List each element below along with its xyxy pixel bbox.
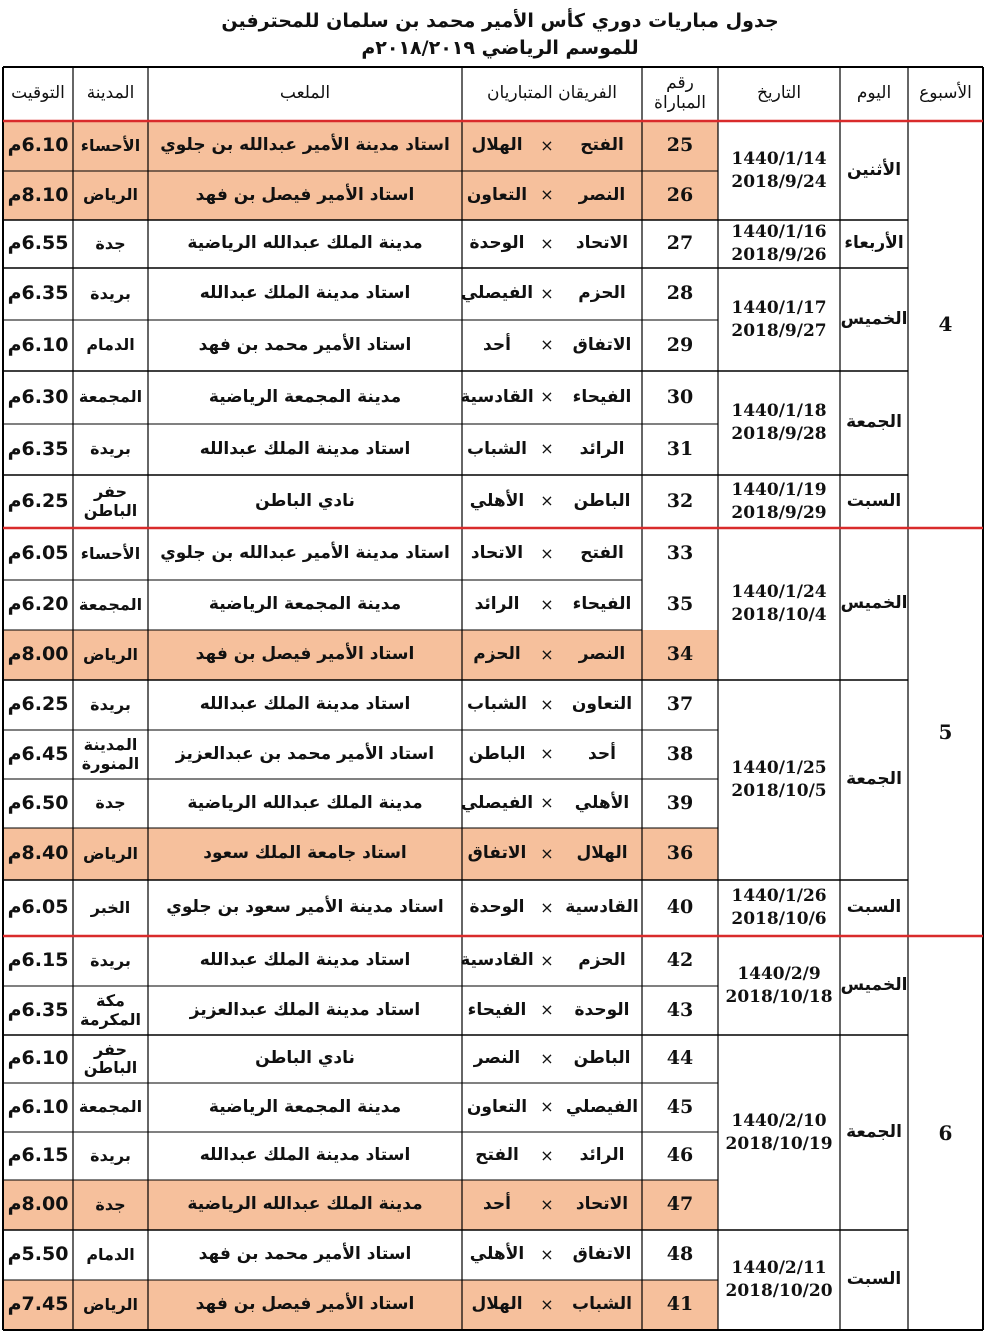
day-name: السبت: [846, 1269, 902, 1290]
kickoff-time: 6.10م: [7, 1095, 69, 1118]
header-week: الأسبوع: [919, 83, 972, 104]
city: جدة: [95, 793, 126, 813]
away-team: الهلال: [471, 1294, 523, 1315]
home-team: النصر: [578, 184, 626, 205]
vs-symbol: ×: [540, 897, 554, 917]
home-team: أحد: [588, 743, 616, 764]
stadium: استاد الأمير محمد بن عبدالعزيز: [175, 743, 435, 764]
day-name: السبت: [846, 897, 902, 918]
stadium: استاد مدينة الملك عبدالعزيز: [189, 999, 421, 1020]
day-name: الخميس: [840, 308, 908, 329]
match-number: 44: [666, 1047, 694, 1070]
hijri-date: 1440/1/18: [731, 401, 827, 422]
home-team: الفتح: [580, 135, 624, 156]
home-team: النصر: [578, 644, 626, 665]
vs-symbol: ×: [540, 1145, 554, 1165]
vs-symbol: ×: [540, 644, 554, 664]
stadium: مدينة المجمعة الرياضية: [208, 1096, 402, 1117]
day-name: الخميس: [840, 974, 908, 995]
away-team: الوحدة: [469, 233, 525, 254]
match-number: 27: [666, 232, 694, 255]
match-number: 38: [666, 742, 694, 765]
home-team: الاتحاد: [575, 233, 629, 254]
stadium: استاد جامعة الملك سعود: [203, 843, 407, 864]
day-name: الجمعة: [846, 769, 902, 790]
gregorian-date: 2018/10/5: [731, 781, 827, 801]
stadium: استاد مدينة الملك عبدالله: [199, 694, 411, 715]
gregorian-date: 2018/9/24: [731, 171, 827, 192]
vs-symbol: ×: [540, 744, 554, 764]
vs-symbol: ×: [540, 843, 554, 863]
city: الرياض: [83, 843, 138, 863]
gregorian-date: 2018/10/4: [731, 605, 827, 625]
stadium: استاد الأمير فيصل بن فهد: [195, 184, 415, 205]
kickoff-time: 8.00م: [7, 643, 69, 666]
home-team: الهلال: [576, 843, 628, 864]
away-team: الأهلي: [469, 490, 525, 511]
away-team: أحد: [483, 334, 511, 355]
home-team: الرائد: [579, 1145, 625, 1166]
city: الأحساء: [80, 543, 141, 563]
stadium: استاد مدينة الأمير عبدالله بن جلوي: [160, 543, 450, 564]
hijri-date: 1440/2/9: [737, 963, 821, 984]
kickoff-time: 6.35م: [7, 282, 69, 305]
vs-symbol: ×: [540, 185, 554, 205]
page-title: جدول مباريات دوري كأس الأمير محمد بن سلمان للمحترفين: [221, 10, 779, 32]
kickoff-time: 6.15م: [7, 1144, 69, 1167]
hijri-date: 1440/1/14: [731, 148, 827, 169]
away-team: الفيصلي: [460, 283, 534, 304]
match-date: [718, 475, 840, 528]
match-number: 46: [666, 1144, 694, 1167]
city: جدة: [95, 1194, 126, 1214]
vs-symbol: ×: [540, 1097, 554, 1117]
home-team: الوحدة: [574, 999, 630, 1020]
kickoff-time: 8.10م: [7, 183, 69, 206]
kickoff-time: 6.05م: [7, 542, 69, 565]
stadium: مدينة المجمعة الرياضية: [208, 386, 402, 407]
away-team: الاتحاد: [470, 543, 524, 564]
city: الأحساء: [80, 135, 141, 155]
gregorian-date: 2018/10/20: [725, 1281, 833, 1301]
header-time: التوقيت: [11, 83, 65, 104]
vs-symbol: ×: [540, 594, 554, 614]
day-name: الخميس: [840, 593, 908, 614]
kickoff-time: 6.05م: [7, 896, 69, 919]
away-team: الوحدة: [469, 897, 525, 918]
day-name: الجمعة: [846, 1121, 902, 1142]
home-team: الفيحاء: [572, 386, 632, 407]
away-team: الأهلي: [469, 1244, 525, 1265]
match-number: 35: [666, 593, 694, 616]
header-teams: الفريقان المتباريان: [486, 83, 618, 104]
stadium: نادي الباطن: [255, 490, 355, 511]
kickoff-time: 6.20م: [7, 593, 69, 616]
stadium: استاد مدينة الأمير عبدالله بن جلوي: [160, 135, 450, 156]
vs-symbol: ×: [540, 387, 554, 407]
city: حفر الباطن: [83, 1039, 138, 1077]
match-number: 43: [666, 998, 694, 1021]
match-date: [718, 268, 840, 371]
kickoff-time: 8.40م: [7, 842, 69, 865]
home-team: الحزم: [578, 950, 626, 971]
away-team: الفيصلي: [460, 792, 534, 813]
stadium: مدينة المجمعة الرياضية: [208, 594, 402, 615]
away-team: الشباب: [467, 438, 527, 459]
city: الدمام: [86, 1244, 135, 1264]
gregorian-date: 2018/9/29: [731, 502, 827, 523]
stadium: استاد مدينة الأمير سعود بن جلوي: [166, 897, 444, 918]
kickoff-time: 6.10م: [7, 134, 69, 157]
vs-symbol: ×: [540, 439, 554, 459]
city: المجمعة: [78, 1097, 143, 1117]
vs-symbol: ×: [540, 135, 554, 155]
match-number: 33: [666, 542, 694, 565]
home-team: الأهلي: [574, 792, 630, 813]
match-date: [718, 371, 840, 475]
away-team: القادسية: [460, 386, 534, 407]
gregorian-date: 2018/9/26: [731, 245, 827, 265]
kickoff-time: 6.50م: [7, 791, 69, 814]
vs-symbol: ×: [540, 543, 554, 563]
home-team: الرائد: [579, 438, 625, 459]
page-subtitle: للموسم الرياضي ٢٠١٨/٢٠١٩م: [361, 37, 639, 59]
city: مكة المكرمة: [79, 991, 142, 1029]
vs-symbol: ×: [540, 1000, 554, 1020]
match-number: 39: [666, 791, 694, 814]
kickoff-time: 6.35م: [7, 998, 69, 1021]
vs-symbol: ×: [540, 793, 554, 813]
match-number: 47: [666, 1193, 694, 1216]
match-number: 37: [666, 693, 694, 716]
match-number: 30: [666, 385, 694, 408]
vs-symbol: ×: [540, 491, 554, 511]
city: الرياض: [83, 1294, 138, 1314]
match-date: [718, 936, 840, 1035]
city: الرياض: [83, 644, 138, 664]
city: المجمعة: [78, 387, 143, 407]
vs-symbol: ×: [540, 694, 554, 714]
city: المجمعة: [78, 594, 143, 614]
header-city: المدينة: [86, 83, 135, 104]
match-date: [718, 220, 840, 268]
match-number: 40: [666, 896, 694, 919]
day-name: السبت: [846, 490, 902, 511]
kickoff-time: 6.15م: [7, 949, 69, 972]
stadium: مدينة الملك عبدالله الرياضية: [187, 792, 423, 813]
away-team: التعاون: [466, 184, 528, 205]
kickoff-time: 7.45م: [7, 1293, 69, 1316]
stadium: مدينة الملك عبدالله الرياضية: [187, 233, 423, 254]
city: حفر الباطن: [83, 482, 138, 520]
kickoff-time: 5.50م: [7, 1243, 69, 1266]
hijri-date: 1440/1/16: [731, 222, 827, 243]
match-date: [718, 528, 840, 680]
hijri-date: 1440/1/19: [731, 479, 827, 500]
hijri-date: 1440/2/10: [731, 1110, 827, 1131]
city: الخبر: [90, 897, 131, 917]
city: بريدة: [90, 694, 131, 714]
match-date: [718, 1230, 840, 1330]
kickoff-time: 6.55م: [7, 232, 69, 255]
match-number: 41: [666, 1293, 694, 1316]
away-team: الاتفاق: [467, 843, 527, 864]
match-number: 29: [666, 333, 694, 356]
gregorian-date: 2018/10/18: [725, 986, 833, 1007]
hijri-date: 1440/1/25: [731, 758, 827, 779]
stadium: استاد الأمير محمد بن فهد: [198, 334, 412, 355]
vs-symbol: ×: [540, 1048, 554, 1068]
hijri-date: 1440/1/17: [731, 297, 827, 318]
vs-symbol: ×: [540, 1244, 554, 1264]
home-team: الاتفاق: [572, 334, 632, 355]
home-team: الفتح: [580, 543, 624, 564]
away-team: الحزم: [473, 644, 521, 665]
week-number: 5: [938, 719, 953, 744]
kickoff-time: 6.30م: [7, 385, 69, 408]
kickoff-time: 6.10م: [7, 1047, 69, 1070]
home-team: الاتفاق: [572, 1244, 632, 1265]
home-team: الحزم: [578, 283, 626, 304]
kickoff-time: 8.00م: [7, 1193, 69, 1216]
match-number: 26: [666, 183, 694, 206]
vs-symbol: ×: [540, 335, 554, 355]
home-team: الفيصلي: [565, 1096, 639, 1117]
match-number: 34: [666, 643, 694, 666]
match-number: 36: [666, 842, 694, 865]
day-name: الجمعة: [846, 412, 902, 433]
match-number: 32: [666, 489, 694, 512]
stadium: استاد الأمير فيصل بن فهد: [195, 1294, 415, 1315]
away-team: الرائد: [474, 594, 520, 615]
week-number: 4: [938, 312, 953, 336]
vs-symbol: ×: [540, 233, 554, 253]
hijri-date: 1440/1/26: [731, 886, 827, 907]
city: بريدة: [90, 1145, 131, 1165]
gregorian-date: 2018/9/27: [731, 320, 827, 341]
away-team: التعاون: [466, 1096, 528, 1117]
away-team: أحد: [483, 1194, 511, 1215]
away-team: الفتح: [475, 1145, 519, 1166]
stadium: استاد مدينة الملك عبدالله: [199, 1145, 411, 1166]
home-team: الباطن: [573, 490, 631, 511]
vs-symbol: ×: [540, 283, 554, 303]
hijri-date: 1440/1/24: [731, 582, 827, 603]
gregorian-date: 2018/10/19: [725, 1133, 833, 1154]
city: بريدة: [90, 439, 131, 459]
away-team: الفيحاء: [467, 999, 527, 1020]
home-team: القادسية: [565, 897, 639, 918]
away-team: الشباب: [467, 694, 527, 715]
header-match-number: رقم المباراة: [654, 73, 706, 113]
stadium: استاد مدينة الملك عبدالله: [199, 950, 411, 971]
kickoff-time: 6.45م: [7, 742, 69, 765]
city: بريدة: [90, 950, 131, 970]
header-day: اليوم: [856, 83, 892, 104]
week-number: 6: [938, 1120, 953, 1145]
match-date: [718, 680, 840, 880]
city: بريدة: [90, 283, 131, 303]
stadium: استاد الأمير محمد بن فهد: [198, 1244, 412, 1265]
match-date: [718, 121, 840, 220]
stadium: استاد مدينة الملك عبدالله: [199, 438, 411, 459]
match-date: [718, 880, 840, 936]
home-team: الباطن: [573, 1048, 631, 1069]
stadium: مدينة الملك عبدالله الرياضية: [187, 1194, 423, 1215]
city: جدة: [95, 233, 126, 253]
vs-symbol: ×: [540, 1294, 554, 1314]
stadium: استاد الأمير فيصل بن فهد: [195, 644, 415, 665]
away-team: الهلال: [471, 135, 523, 156]
vs-symbol: ×: [540, 950, 554, 970]
kickoff-time: 6.35م: [7, 437, 69, 460]
header-stadium: الملعب: [279, 83, 331, 104]
kickoff-time: 6.25م: [7, 693, 69, 716]
home-team: الفيحاء: [572, 594, 632, 615]
match-number: 31: [666, 437, 694, 460]
header-date: التاريخ: [756, 83, 802, 104]
home-team: الاتحاد: [575, 1194, 629, 1215]
kickoff-time: 6.10م: [7, 333, 69, 356]
hijri-date: 1440/2/11: [731, 1258, 827, 1279]
city: المدينة المنورة: [81, 735, 140, 773]
city: الدمام: [86, 335, 135, 355]
stadium: نادي الباطن: [255, 1048, 355, 1069]
match-date: [718, 1035, 840, 1230]
match-number: 45: [666, 1095, 694, 1118]
away-team: النصر: [473, 1048, 521, 1069]
kickoff-time: 6.25م: [7, 489, 69, 512]
gregorian-date: 2018/9/28: [731, 424, 827, 444]
home-team: التعاون: [571, 694, 633, 715]
city: الرياض: [83, 185, 138, 205]
stadium: استاد مدينة الملك عبدالله: [199, 283, 411, 304]
away-team: القادسية: [460, 950, 534, 971]
away-team: الباطن: [468, 743, 526, 764]
match-number: 48: [666, 1243, 694, 1266]
match-number: 25: [666, 134, 694, 157]
gregorian-date: 2018/10/6: [731, 909, 827, 929]
day-name: الأربعاء: [844, 233, 904, 254]
home-team: الشباب: [572, 1294, 632, 1315]
vs-symbol: ×: [540, 1194, 554, 1214]
match-number: 28: [666, 282, 694, 305]
day-name: الأثنين: [846, 159, 902, 180]
match-number: 42: [666, 949, 694, 972]
